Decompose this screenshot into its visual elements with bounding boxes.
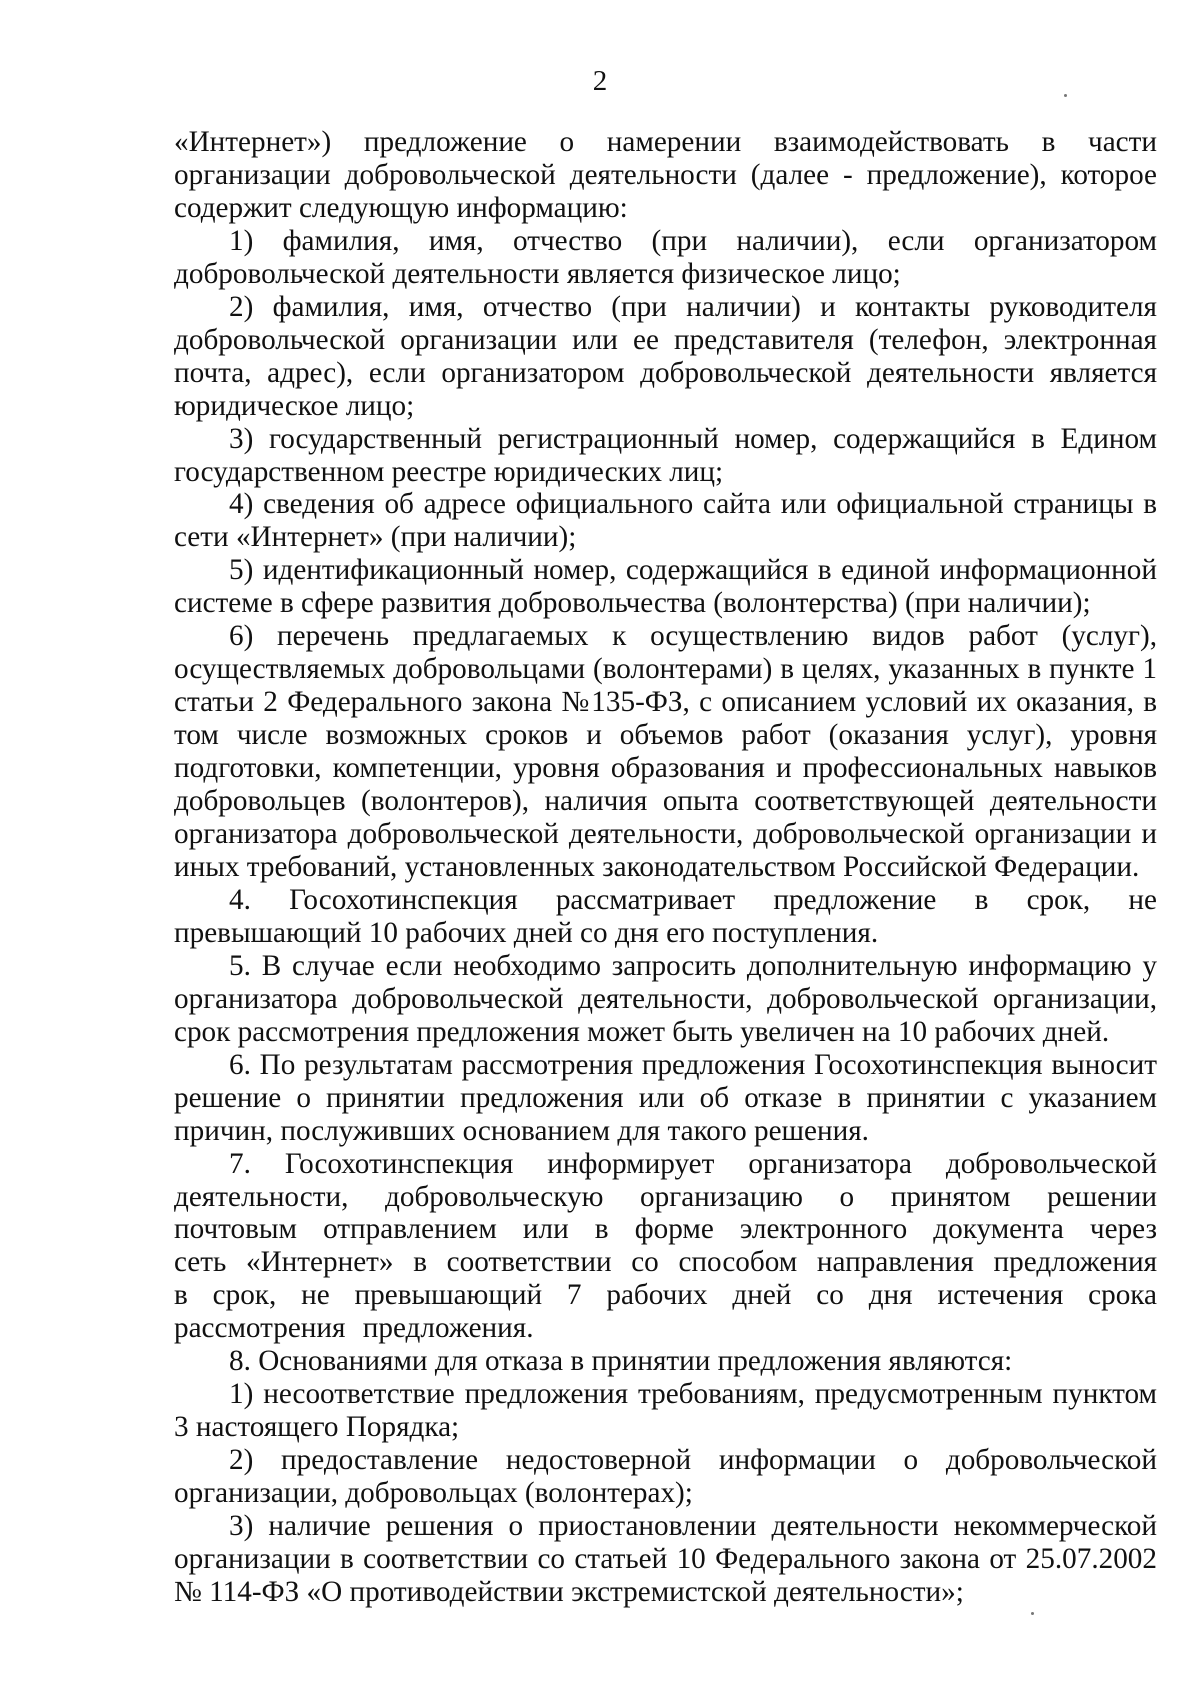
clause-8: 8. Основаниями для отказа в принятии предложения являются: bbox=[229, 1345, 1013, 1378]
list-item-6-work-list: 6) перечень предлагаемых к осуществлению видов работ (услуг), осуществляемых добровольцами (волонтерами) в целях, указанных в пункте 1 статьи 2 Федерального закона №135-ФЗ, с описанием условий их оказания, в том числе возможных сроков и объемов работ (оказания услуг), уровня подготовки, компетенции, уровня образования и профессиональных навыков добровольцев (волонтеров), наличия опыта соответствующей деятельности организатора добровольческой деятельности, добровольческой организации и иных требований, установленных законодательством Российской Федерации. bbox=[174, 620, 1157, 883]
refusal-reason-2: 2) предоставление недостоверной информации о добровольческой организации, добровольцах (волонтерах); bbox=[174, 1444, 1157, 1510]
paragraph-intro-continuation: «Интернет») предложение о намерении взаимодействовать в части организации добровольческой деятельности (далее - предложение), которое содержит следующую информацию: bbox=[174, 126, 1157, 224]
clause-7: 7. Госохотинспекция информирует организатора добровольческой деятельности, добровольческую организацию о принятом решении почтовым отправлением или в форме электронного документа через сеть «Интернет» в соответствии со способом направления предложения в срок, не превышающий 7 рабочих дней со дня истечения срока рассмотрения предложения. bbox=[174, 1147, 1157, 1345]
list-item-2-manager-contacts: 2) фамилия, имя, отчество (при наличии) и контакты руководителя добровольческой организации или ее представителя (телефон, электронная почта, адрес), если организатором добровольческой деятельности является юридическое лицо; bbox=[174, 290, 1157, 422]
scan-speck bbox=[1064, 94, 1067, 97]
clause-4: 4. Госохотинспекция рассматривает предложение в срок, не превышающий 10 рабочих дней со дня его поступления. bbox=[174, 883, 1157, 949]
list-item-5-identification-number: 5) идентификационный номер, содержащийся в единой информационной системе в сфере развития добровольчества (волонтерства) (при наличии); bbox=[174, 554, 1157, 620]
list-item-4-website: 4) сведения об адресе официального сайта или официальной страницы в сети «Интернет» (при наличии); bbox=[174, 488, 1157, 554]
clause-6: 6. По результатам рассмотрения предложения Госохотинспекция выносит решение о принятии предложения или об отказе в принятии с указанием причин, послуживших основанием для такого решения. bbox=[174, 1048, 1157, 1147]
document-body bbox=[174, 126, 1157, 1609]
scan-speck bbox=[1031, 1612, 1034, 1615]
list-item-1-full-name: 1) фамилия, имя, отчество (при наличии), если организатором добровольческой деятельности является физическое лицо; bbox=[174, 224, 1157, 290]
clause-5: 5. В случае если необходимо запросить дополнительную информацию у организатора добровольческой деятельности, добровольческой организации, срок рассмотрения предложения может быть увеличен на 10 рабочих дней. bbox=[174, 949, 1157, 1048]
page-number: 2 bbox=[592, 65, 608, 97]
refusal-reason-1: 1) несоответствие предложения требованиям, предусмотренным пунктом 3 настоящего Порядка; bbox=[174, 1378, 1157, 1444]
refusal-reason-3: 3) наличие решения о приостановлении деятельности некоммерческой организации в соответствии со статьей 10 Федерального закона от 25.07.2002 № 114-ФЗ «О противодействии экстремистской деятельности»; bbox=[174, 1510, 1157, 1608]
list-item-3-registration-number: 3) государственный регистрационный номер, содержащийся в Едином государственном реестре юридических лиц; bbox=[174, 422, 1157, 488]
